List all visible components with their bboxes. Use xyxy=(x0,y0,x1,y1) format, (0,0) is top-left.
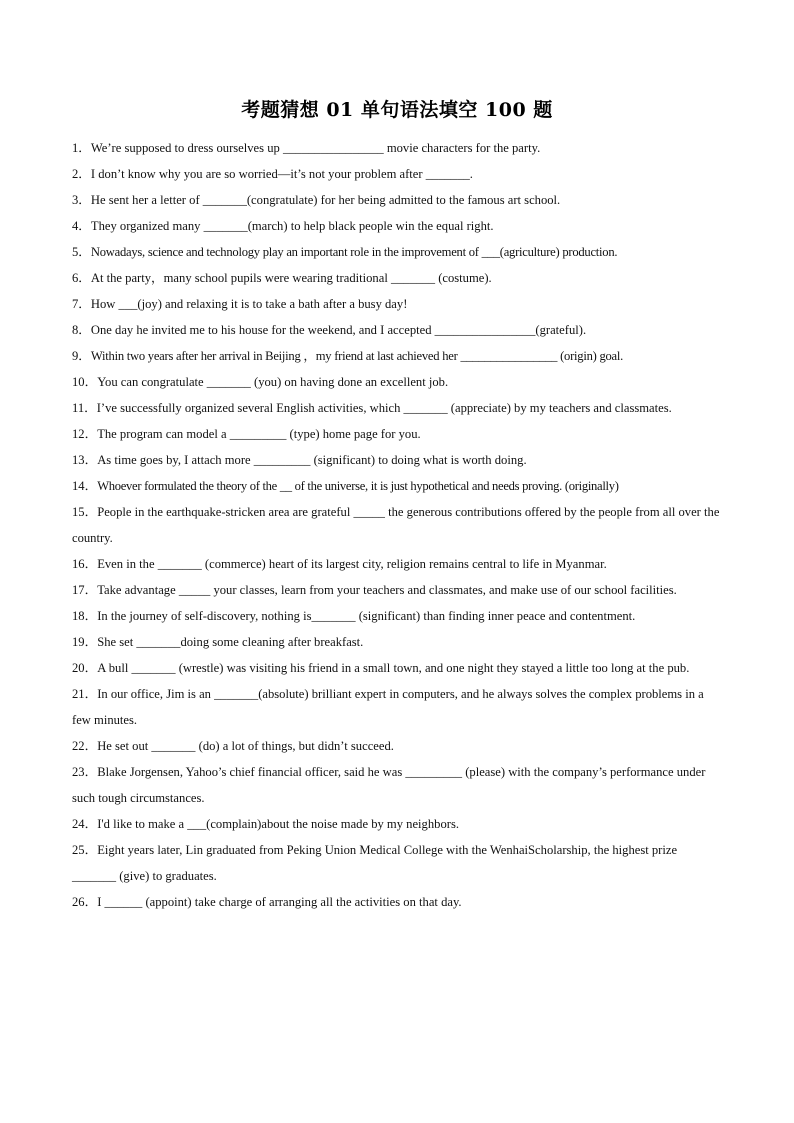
question-text: In our office, Jim is an _______(absolute) brilliant expert in computers, and he always solves the complex problems in a few minutes. xyxy=(72,687,704,727)
question-text: He set out _______ (do) a lot of things, but didn’t succeed. xyxy=(97,739,394,753)
question-item xyxy=(72,473,720,499)
question-item xyxy=(72,265,720,291)
question-item xyxy=(72,733,720,759)
question-item xyxy=(72,213,720,239)
question-item xyxy=(72,603,720,629)
question-item xyxy=(72,187,720,213)
question-number: 9． xyxy=(72,349,91,363)
question-text: She set _______doing some cleaning after breakfast. xyxy=(97,635,364,649)
question-text: I’ve successfully organized several English activities, which _______ (appreciate) by my teachers and classmates. xyxy=(96,401,672,415)
question-text: Whoever formulated the theory of the __ of the universe, it is just hypothetical and needs proving. (originally) xyxy=(97,479,619,493)
question-item xyxy=(72,811,720,837)
question-number: 11． xyxy=(72,401,97,415)
question-item xyxy=(72,239,720,265)
question-text: At the party，many school pupils were wearing traditional _______ (costume). xyxy=(90,271,492,285)
question-number: 13． xyxy=(72,453,98,467)
question-item xyxy=(72,343,720,369)
question-number: 14． xyxy=(72,479,98,493)
question-item xyxy=(72,161,720,187)
question-number: 4． xyxy=(72,219,91,233)
question-text: A bull _______ (wrestle) was visiting his friend in a small town, and one night they stayed a little too long at the pub. xyxy=(97,661,690,675)
question-item xyxy=(72,837,720,889)
question-number: 10． xyxy=(72,375,98,389)
question-text: The program can model a _________ (type) home page for you. xyxy=(97,427,421,441)
question-item xyxy=(72,395,720,421)
question-text: As time goes by, I attach more _________ (significant) to doing what is worth doing. xyxy=(97,453,527,467)
question-item xyxy=(72,577,720,603)
question-item xyxy=(72,317,720,343)
question-item xyxy=(72,447,720,473)
question-number: 1． xyxy=(72,141,91,155)
question-item xyxy=(72,369,720,395)
question-item xyxy=(72,759,720,811)
question-text: We’re supposed to dress ourselves up ________________ movie characters for the party. xyxy=(90,141,541,155)
question-text: Blake Jorgensen, Yahoo’s chief financial officer, said he was _________ (please) with the company’s performance under such tough circumstances. xyxy=(72,765,706,805)
question-item xyxy=(72,655,720,681)
question-item xyxy=(72,291,720,317)
question-number: 3． xyxy=(72,193,91,207)
question-text: Nowadays, science and technology play an important role in the improvement of ___(agriculture) production. xyxy=(90,245,618,259)
question-number: 23． xyxy=(72,765,98,779)
question-text: How ___(joy) and relaxing it is to take a bath after a busy day! xyxy=(90,297,408,311)
question-number: 18． xyxy=(72,609,98,623)
question-item xyxy=(72,629,720,655)
question-text: I ______ (appoint) take charge of arranging all the activities on that day. xyxy=(97,895,462,909)
question-number: 25． xyxy=(72,843,98,857)
question-item xyxy=(72,421,720,447)
question-number: 24． xyxy=(72,817,98,831)
question-text: I don’t know why you are so worried—it’s not your problem after _______. xyxy=(90,167,473,181)
question-text: One day he invited me to his house for the weekend, and I accepted ________________(grateful). xyxy=(90,323,587,337)
question-number: 8． xyxy=(72,323,91,337)
question-text: In the journey of self-discovery, nothing is_______ (significant) than finding inner peace and contentment. xyxy=(97,609,636,623)
question-number: 7． xyxy=(72,297,91,311)
question-list xyxy=(72,135,720,915)
question-number: 6． xyxy=(72,271,91,285)
question-item xyxy=(72,135,720,161)
question-number: 22． xyxy=(72,739,98,753)
question-text: Eight years later, Lin graduated from Peking Union Medical College with the WenhaiScholarship, the highest prize _______ (give) to graduates. xyxy=(72,843,678,883)
question-number: 21． xyxy=(72,687,98,701)
page-title: 考题猜想 01 单句语法填空 100 题 xyxy=(241,99,553,121)
question-number: 2． xyxy=(72,167,91,181)
question-item xyxy=(72,681,720,733)
question-number: 26． xyxy=(72,895,98,909)
question-text: Even in the _______ (commerce) heart of its largest city, religion remains central to life in Myanmar. xyxy=(97,557,607,571)
question-item xyxy=(72,551,720,577)
question-text: Take advantage _____ your classes, learn from your teachers and classmates, and make use of our school facilities. xyxy=(97,583,677,597)
question-text: They organized many _______(march) to help black people win the equal right. xyxy=(90,219,494,233)
question-text: People in the earthquake-stricken area are grateful _____ the generous contributions offered by the people from all over the country. xyxy=(72,505,720,545)
question-number: 15． xyxy=(72,505,98,519)
question-text: Within two years after her arrival in Beijing ，my friend at last achieved her ________________ (origin) goal. xyxy=(90,349,624,363)
question-number: 12． xyxy=(72,427,98,441)
question-number: 16． xyxy=(72,557,98,571)
question-text: I'd like to make a ___(complain)about the noise made by my neighbors. xyxy=(97,817,459,831)
question-text: You can congratulate _______ (you) on having done an excellent job. xyxy=(97,375,449,389)
question-text: He sent her a letter of _______(congratulate) for her being admitted to the famous art school. xyxy=(90,193,561,207)
question-number: 19． xyxy=(72,635,98,649)
question-item xyxy=(72,499,720,551)
question-number: 17． xyxy=(72,583,98,597)
question-item xyxy=(72,889,720,915)
question-number: 20． xyxy=(72,661,98,675)
question-number: 5． xyxy=(72,245,91,259)
